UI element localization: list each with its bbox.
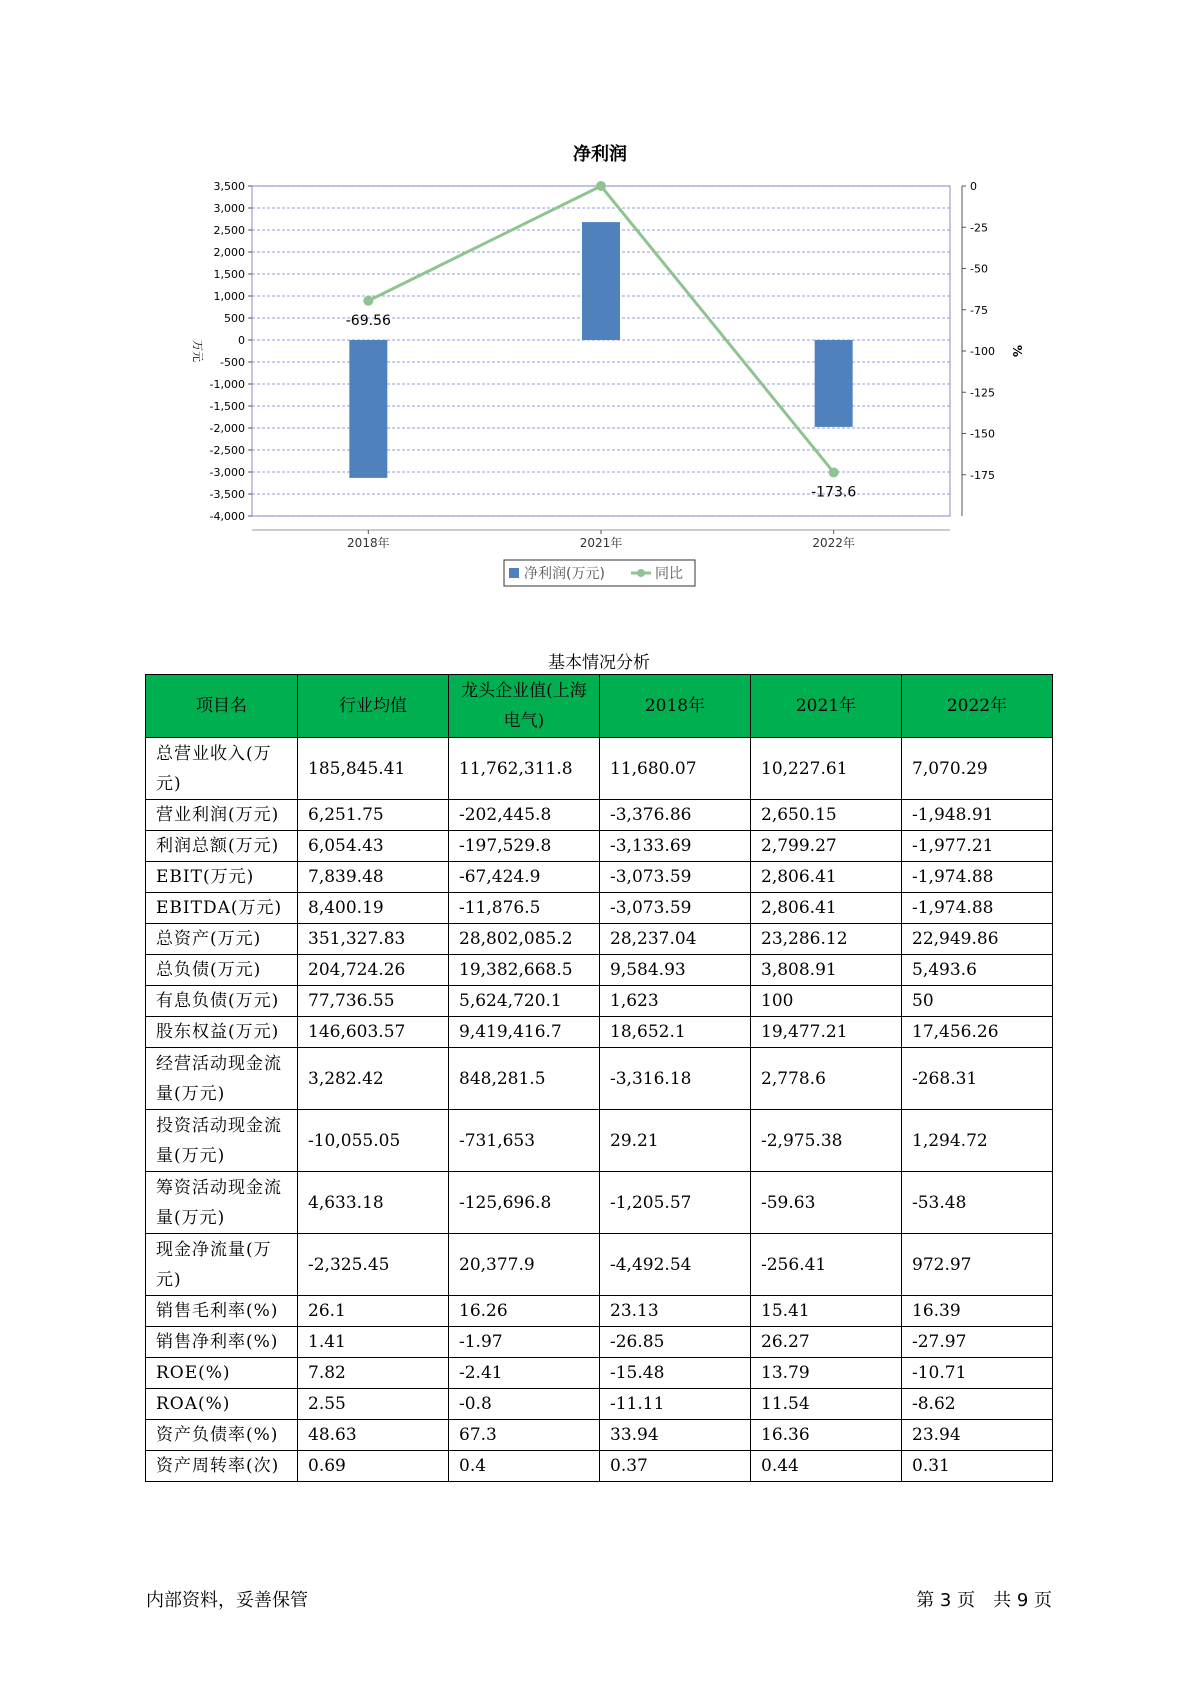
table-row xyxy=(146,893,1053,924)
yoy-point xyxy=(363,296,373,306)
value-cell: -4,492.54 xyxy=(600,1234,751,1296)
data-label: -173.6 xyxy=(811,484,857,501)
value-cell: 8,400.19 xyxy=(298,893,449,924)
y-tick-label: 2,500 xyxy=(213,224,245,237)
row-label-cell: 销售毛利率(%) xyxy=(146,1296,298,1327)
value-cell: 9,584.93 xyxy=(600,955,751,986)
value-cell: -8.62 xyxy=(902,1389,1053,1420)
row-label-cell: 现金净流量(万元) xyxy=(146,1234,298,1296)
legend-swatch-point xyxy=(637,569,645,577)
legend-label: 净利润(万元) xyxy=(524,566,605,582)
y2-tick-label: -150 xyxy=(970,427,995,441)
y2-tick-label: -100 xyxy=(970,345,995,358)
value-cell: 2,799.27 xyxy=(751,831,902,862)
value-cell: -11.11 xyxy=(600,1389,751,1420)
header-cell: 龙头企业值(上海电气) xyxy=(449,675,600,738)
value-cell: -731,653 xyxy=(449,1110,600,1172)
value-cell: 16.36 xyxy=(751,1420,902,1451)
value-cell: -1,205.57 xyxy=(600,1172,751,1234)
value-cell: -3,316.18 xyxy=(600,1048,751,1110)
value-cell: 26.27 xyxy=(751,1327,902,1358)
row-label-cell: 资产周转率(次) xyxy=(146,1451,298,1482)
table-row xyxy=(146,1296,1053,1327)
value-cell: 3,282.42 xyxy=(298,1048,449,1110)
header-cell: 行业均值 xyxy=(298,675,449,738)
value-cell: 2,778.6 xyxy=(751,1048,902,1110)
table-row xyxy=(146,862,1053,893)
value-cell: 7,839.48 xyxy=(298,862,449,893)
bar xyxy=(815,340,853,427)
value-cell: -268.31 xyxy=(902,1048,1053,1110)
table-row xyxy=(146,1420,1053,1451)
value-cell: -2.41 xyxy=(449,1358,600,1389)
value-cell: -27.97 xyxy=(902,1327,1053,1358)
value-cell: 185,845.41 xyxy=(298,738,449,800)
table-row xyxy=(146,1172,1053,1234)
confidential-note: 内部资料，妥善保管 xyxy=(146,1590,308,1611)
y-tick-label: -3,000 xyxy=(209,466,245,479)
row-label-cell: 总资产(万元) xyxy=(146,924,298,955)
table-row xyxy=(146,1017,1053,1048)
table-row xyxy=(146,738,1053,800)
y-tick-label: -3,500 xyxy=(209,488,245,501)
value-cell: 26.1 xyxy=(298,1296,449,1327)
value-cell: 33.94 xyxy=(600,1420,751,1451)
value-cell: -3,073.59 xyxy=(600,862,751,893)
row-label-cell: ROA(%) xyxy=(146,1389,298,1420)
y-tick-label: 1,500 xyxy=(213,268,245,281)
value-cell: 848,281.5 xyxy=(449,1048,600,1110)
value-cell: 2,650.15 xyxy=(751,800,902,831)
value-cell: 4,633.18 xyxy=(298,1172,449,1234)
value-cell: -59.63 xyxy=(751,1172,902,1234)
bar xyxy=(349,340,387,478)
legend-label: 同比 xyxy=(655,566,683,582)
value-cell: 16.26 xyxy=(449,1296,600,1327)
value-cell: 5,493.6 xyxy=(902,955,1053,986)
value-cell: 23.94 xyxy=(902,1420,1053,1451)
header-cell: 2018年 xyxy=(600,675,751,738)
row-label-cell: 总营业收入(万元) xyxy=(146,738,298,800)
row-label-cell: 有息负债(万元) xyxy=(146,986,298,1017)
data-label: -69.56 xyxy=(345,312,391,329)
value-cell: 20,377.9 xyxy=(449,1234,600,1296)
row-label-cell: 营业利润(万元) xyxy=(146,800,298,831)
value-cell: -0.8 xyxy=(449,1389,600,1420)
value-cell: 18,652.1 xyxy=(600,1017,751,1048)
table-row xyxy=(146,1451,1053,1482)
value-cell: 77,736.55 xyxy=(298,986,449,1017)
table-row xyxy=(146,831,1053,862)
value-cell: -3,376.86 xyxy=(600,800,751,831)
chart-title: 净利润 xyxy=(573,144,627,165)
header-cell: 2022年 xyxy=(902,675,1053,738)
value-cell: 1,623 xyxy=(600,986,751,1017)
header-cell: 项目名 xyxy=(146,675,298,738)
value-cell: -26.85 xyxy=(600,1327,751,1358)
row-label-cell: 经营活动现金流量(万元) xyxy=(146,1048,298,1110)
row-label-cell: 利润总额(万元) xyxy=(146,831,298,862)
y-tick-label: 0 xyxy=(238,334,245,347)
value-cell: 0.69 xyxy=(298,1451,449,1482)
value-cell: -3,073.59 xyxy=(600,893,751,924)
value-cell: 6,251.75 xyxy=(298,800,449,831)
y-tick-label: -2,500 xyxy=(209,444,245,457)
y2-tick-label: -175 xyxy=(970,468,995,482)
value-cell: 19,477.21 xyxy=(751,1017,902,1048)
value-cell: -53.48 xyxy=(902,1172,1053,1234)
y2-tick-label: -125 xyxy=(970,386,995,400)
value-cell: -2,325.45 xyxy=(298,1234,449,1296)
value-cell: 9,419,416.7 xyxy=(449,1017,600,1048)
value-cell: -202,445.8 xyxy=(449,800,600,831)
value-cell: 204,724.26 xyxy=(298,955,449,986)
value-cell: -10.71 xyxy=(902,1358,1053,1389)
value-cell: 29.21 xyxy=(600,1110,751,1172)
value-cell: 2,806.41 xyxy=(751,862,902,893)
table-header-row xyxy=(146,675,1053,738)
value-cell: -3,133.69 xyxy=(600,831,751,862)
table-row xyxy=(146,924,1053,955)
legend-swatch-bar xyxy=(509,568,519,578)
y-tick-label: -2,000 xyxy=(209,422,245,435)
value-cell: -1,977.21 xyxy=(902,831,1053,862)
value-cell: -67,424.9 xyxy=(449,862,600,893)
value-cell: -2,975.38 xyxy=(751,1110,902,1172)
y2-tick-label: -75 xyxy=(970,303,988,317)
value-cell: -10,055.05 xyxy=(298,1110,449,1172)
value-cell: 23.13 xyxy=(600,1296,751,1327)
value-cell: 10,227.61 xyxy=(751,738,902,800)
value-cell: 0.37 xyxy=(600,1451,751,1482)
y2-tick-label: 0 xyxy=(970,180,977,193)
table-row xyxy=(146,955,1053,986)
value-cell: -1.97 xyxy=(449,1327,600,1358)
value-cell: -197,529.8 xyxy=(449,831,600,862)
y-tick-label: -1,000 xyxy=(209,378,245,391)
value-cell: 0.4 xyxy=(449,1451,600,1482)
value-cell: 22,949.86 xyxy=(902,924,1053,955)
value-cell: 11,762,311.8 xyxy=(449,738,600,800)
value-cell: 15.41 xyxy=(751,1296,902,1327)
table-row xyxy=(146,1327,1053,1358)
table-row xyxy=(146,800,1053,831)
table-row xyxy=(146,1048,1053,1110)
value-cell: 19,382,668.5 xyxy=(449,955,600,986)
table-row xyxy=(146,1234,1053,1296)
value-cell: 2.55 xyxy=(298,1389,449,1420)
value-cell: 7,070.29 xyxy=(902,738,1053,800)
y-tick-label: 500 xyxy=(224,312,245,325)
value-cell: -256.41 xyxy=(751,1234,902,1296)
y-tick-label: -4,000 xyxy=(209,510,245,523)
value-cell: 16.39 xyxy=(902,1296,1053,1327)
value-cell: -1,948.91 xyxy=(902,800,1053,831)
page-number: 第 3 页 共 9 页 xyxy=(916,1590,1052,1611)
row-label-cell: 资产负债率(%) xyxy=(146,1420,298,1451)
y-tick-label: 1,000 xyxy=(213,290,245,303)
row-label-cell: 投资活动现金流量(万元) xyxy=(146,1110,298,1172)
table-caption: 基本情况分析 xyxy=(548,653,650,673)
value-cell: 50 xyxy=(902,986,1053,1017)
row-label-cell: 筹资活动现金流量(万元) xyxy=(146,1172,298,1234)
value-cell: 146,603.57 xyxy=(298,1017,449,1048)
y2-tick-label: -25 xyxy=(970,221,988,235)
yoy-point xyxy=(829,467,839,477)
row-label-cell: ROE(%) xyxy=(146,1358,298,1389)
value-cell: -125,696.8 xyxy=(449,1172,600,1234)
table-row xyxy=(146,1110,1053,1172)
value-cell: 6,054.43 xyxy=(298,831,449,862)
y-tick-label: 3,000 xyxy=(213,202,245,215)
y-axis-label: 万元 xyxy=(191,340,204,362)
value-cell: 5,624,720.1 xyxy=(449,986,600,1017)
basic-analysis-table xyxy=(145,674,1053,1482)
value-cell: 11.54 xyxy=(751,1389,902,1420)
value-cell: 7.82 xyxy=(298,1358,449,1389)
row-label-cell: 股东权益(万元) xyxy=(146,1017,298,1048)
row-label-cell: 销售净利率(%) xyxy=(146,1327,298,1358)
value-cell: 28,802,085.2 xyxy=(449,924,600,955)
row-label-cell: 总负债(万元) xyxy=(146,955,298,986)
value-cell: 11,680.07 xyxy=(600,738,751,800)
value-cell: 0.31 xyxy=(902,1451,1053,1482)
value-cell: -1,974.88 xyxy=(902,862,1053,893)
net-profit-chart xyxy=(0,0,1191,620)
y-tick-label: -500 xyxy=(220,356,245,369)
y-tick-label: -1,500 xyxy=(209,400,245,413)
value-cell: -1,974.88 xyxy=(902,893,1053,924)
value-cell: 2,806.41 xyxy=(751,893,902,924)
x-tick-label: 2018年 xyxy=(347,536,390,550)
value-cell: 67.3 xyxy=(449,1420,600,1451)
value-cell: 13.79 xyxy=(751,1358,902,1389)
y-tick-label: 3,500 xyxy=(213,180,245,193)
row-label-cell: EBITDA(万元) xyxy=(146,893,298,924)
y2-axis-label: % xyxy=(1010,344,1024,358)
value-cell: 17,456.26 xyxy=(902,1017,1053,1048)
table-row xyxy=(146,1358,1053,1389)
value-cell: 0.44 xyxy=(751,1451,902,1482)
value-cell: 23,286.12 xyxy=(751,924,902,955)
x-tick-label: 2022年 xyxy=(812,536,855,550)
header-cell: 2021年 xyxy=(751,675,902,738)
value-cell: 972.97 xyxy=(902,1234,1053,1296)
value-cell: 1.41 xyxy=(298,1327,449,1358)
yoy-point xyxy=(596,181,606,191)
row-label-cell: EBIT(万元) xyxy=(146,862,298,893)
value-cell: 100 xyxy=(751,986,902,1017)
value-cell: 48.63 xyxy=(298,1420,449,1451)
table-row xyxy=(146,986,1053,1017)
value-cell: 351,327.83 xyxy=(298,924,449,955)
value-cell: 1,294.72 xyxy=(902,1110,1053,1172)
table-row xyxy=(146,1389,1053,1420)
bar xyxy=(582,222,620,340)
x-tick-label: 2021年 xyxy=(579,536,623,550)
y-tick-label: 2,000 xyxy=(213,246,245,259)
value-cell: 3,808.91 xyxy=(751,955,902,986)
value-cell: -15.48 xyxy=(600,1358,751,1389)
y2-tick-label: -50 xyxy=(970,262,988,276)
value-cell: 28,237.04 xyxy=(600,924,751,955)
value-cell: -11,876.5 xyxy=(449,893,600,924)
